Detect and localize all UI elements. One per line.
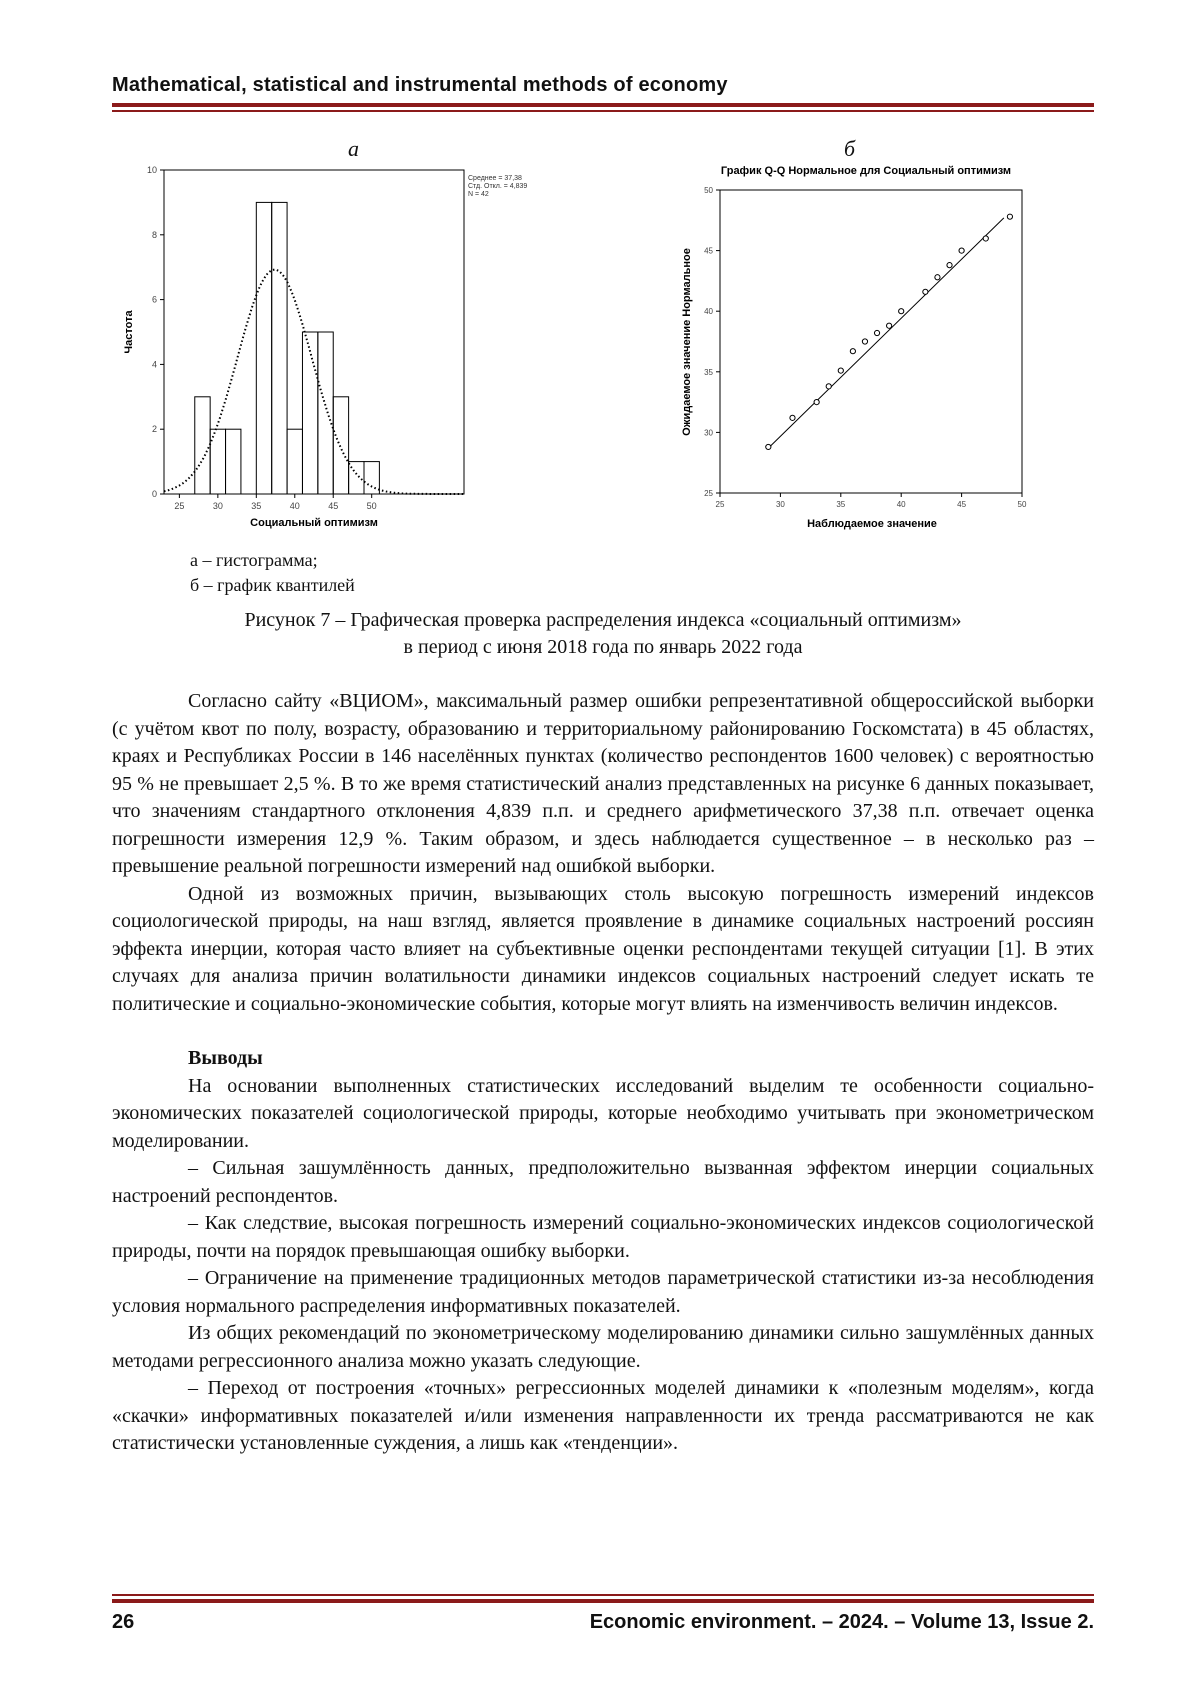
qq-point — [983, 236, 988, 241]
x-tick-label: 40 — [289, 501, 300, 511]
histogram-stat: Среднее = 37,38 — [468, 175, 522, 182]
paragraph: – Переход от построения «точных» регрессионных моделей динамики к «полезным моделям», когда «скачки» информативных показателей и/или изменения направленности их тренда рассматриваются не как статистически установленные суждения, а лишь как «тенденции». — [112, 1377, 1094, 1454]
journal-citation: Economic environment. – 2024. – Volume 13, Issue 2. — [589, 1611, 1094, 1633]
y-tick-label: 6 — [151, 294, 157, 305]
qq-point — [850, 349, 855, 354]
qq-point — [814, 400, 819, 405]
histogram-bar — [318, 332, 333, 494]
paragraph: – Как следствие, высокая погрешность измерений социально-экономических индексов социологической природы, почти на порядок превышающая ошибку выборки. — [112, 1212, 1094, 1262]
normal-curve — [164, 270, 464, 494]
qq-plot-title: График Q-Q Нормальное для Социальный оптимизм — [720, 165, 1012, 177]
article-body — [112, 688, 1094, 1458]
paragraph: – Ограничение на применение традиционных методов параметрической статистики из-за несоблюдения условия нормального распределения информативных показателей. — [112, 1267, 1094, 1317]
y-tick-label: 30 — [704, 428, 713, 438]
qq-point — [899, 309, 904, 314]
qq-plot-chart — [676, 160, 1056, 530]
x-tick-label: 45 — [328, 501, 339, 511]
figure-caption-line2: в период с июня 2018 года по январь 2022 года — [403, 636, 803, 658]
histogram-bar — [256, 202, 271, 494]
histogram-bar — [333, 397, 348, 494]
figure-label-a: а — [348, 136, 359, 161]
qq-point — [766, 444, 771, 449]
qq-point — [874, 330, 879, 335]
figure-label-b: б — [844, 136, 856, 161]
histogram-bar — [349, 462, 364, 494]
histogram-bar — [302, 332, 317, 494]
y-tick-label: 4 — [151, 359, 157, 370]
histogram-chart — [118, 162, 528, 532]
paragraph: Из общих рекомендаций по эконометрическому моделированию динамики сильно зашумлённых данных методами регрессионного анализа можно указать следующие. — [112, 1322, 1094, 1372]
x-tick-label: 40 — [896, 500, 906, 509]
histogram-bar — [226, 429, 241, 494]
y-tick-label: 50 — [704, 186, 713, 195]
footer-rule-thin — [112, 1594, 1094, 1596]
paragraph: – Сильная зашумлённость данных, предположительно вызванная эффектом инерции социальных настроений респондентов. — [112, 1157, 1094, 1207]
qq-point — [838, 368, 843, 373]
x-tick-label: 25 — [715, 500, 725, 509]
x-tick-label: 25 — [174, 501, 185, 511]
page-number: 26 — [112, 1611, 135, 1633]
y-tick-label: 35 — [704, 367, 713, 377]
y-tick-label: 10 — [146, 165, 157, 175]
qq-point — [935, 275, 940, 280]
y-tick-label: 2 — [151, 424, 157, 435]
x-tick-label: 30 — [212, 501, 223, 511]
histogram-bar — [272, 202, 287, 494]
y-tick-label: 45 — [704, 246, 713, 256]
qq-point — [826, 384, 831, 389]
running-header: Mathematical, statistical and instrumental methods of economy — [112, 74, 728, 96]
qq-point — [1007, 214, 1012, 219]
qq-point — [887, 323, 892, 328]
histogram-stat: N = 42 — [468, 191, 489, 198]
histogram-bar — [287, 429, 302, 494]
qq-y-label: Ожидаемое значение Нормальное — [681, 248, 693, 436]
footer-rule-thick — [112, 1599, 1094, 1603]
header-rule-thick — [112, 103, 1094, 107]
qq-point — [862, 339, 867, 344]
y-tick-label: 40 — [704, 307, 713, 317]
x-tick-label: 30 — [775, 500, 785, 509]
figure-caption — [112, 607, 1094, 661]
section-heading: Выводы — [188, 1047, 263, 1069]
paragraph: Одной из возможных причин, вызывающих столь высокую погрешность измерений индексов социологической природы, на наш взгляд, является проявление в динамике социальных настроений россиян эффекта инерции, которая часто влияет на субъективные оценки респондентами текущей ситуации [1]. В этих случаях для анализа причин волатильности динамики индексов социальных настроений следует искать те политические и социально-экономические события, которые могут влиять на изменчивость величин индексов. — [112, 882, 1094, 1015]
histogram-bar — [195, 397, 210, 494]
histogram-bar — [364, 462, 379, 494]
header-rule-thin — [112, 110, 1094, 112]
histogram-x-label: Социальный оптимизм — [250, 517, 378, 529]
x-tick-label: 35 — [251, 501, 262, 511]
x-tick-label: 45 — [957, 500, 967, 509]
y-tick-label: 0 — [151, 489, 157, 499]
y-tick-label: 8 — [151, 229, 157, 240]
qq-point — [947, 263, 952, 268]
figure-legend — [190, 548, 355, 598]
histogram-y-label: Частота — [123, 310, 135, 354]
qq-point — [923, 289, 928, 294]
figure-caption-line1: Рисунок 7 – Графическая проверка распределения индекса «социальный оптимизм» — [244, 609, 962, 631]
paragraph: Согласно сайту «ВЦИОМ», максимальный размер ошибки репрезентативной общероссийской выборки (с учётом квот по полу, возрасту, образованию и территориальному районированию Госкомстата) в 45 областях, краях и Республиках России в 146 населённых пунктах (количество респондентов 1600 человек) с вероятностью 95 % не превышает 2,5 %. В то же время статистический анализ представленных на рисунке 6 данных показывает, что значениям стандартного отклонения 4,839 п.п. и среднего арифметического 37,38 п.п. отвечает оценка погрешности измерения 12,9 %. Таким образом, и здесь наблюдается существенное – в несколько раз – превышение реальной погрешности измерений над ошибкой выборки. — [112, 690, 1094, 877]
figure-legend-item: б – график квантилей — [190, 575, 355, 595]
qq-x-label: Наблюдаемое значение — [807, 518, 937, 530]
y-tick-label: 25 — [704, 489, 713, 498]
qq-point — [790, 415, 795, 420]
x-tick-label: 50 — [1017, 500, 1027, 509]
paragraph: На основании выполненных статистических исследований выделим те особенности социально-экономических показателей социологической природы, которые необходимо учитывать при эконометрическом моделировании. — [112, 1074, 1094, 1152]
qq-reference-line — [768, 218, 1004, 448]
x-tick-label: 35 — [836, 500, 846, 509]
histogram-stat: Стд. Откл. = 4,839 — [468, 183, 528, 190]
qq-point — [959, 248, 964, 253]
histogram-bar — [210, 429, 225, 494]
figure-legend-item: а – гистограмма; — [190, 550, 318, 570]
x-tick-label: 50 — [366, 501, 377, 511]
